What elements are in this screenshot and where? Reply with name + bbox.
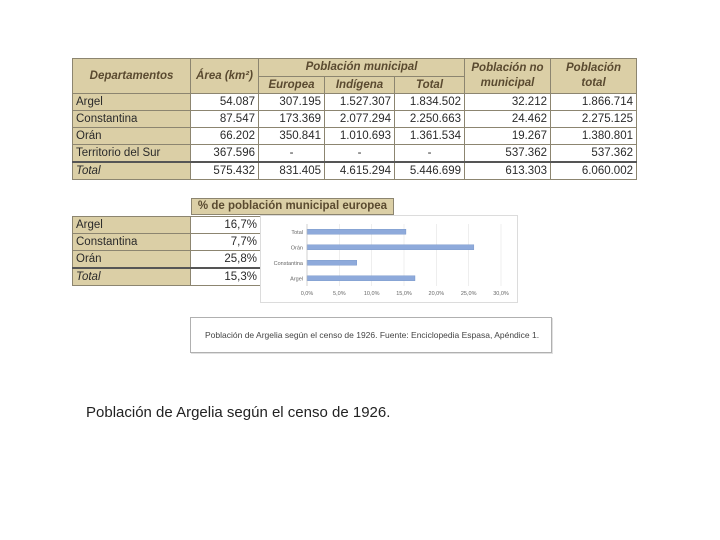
cell-europea: 831.405 <box>259 162 325 180</box>
cell-indigena: 4.615.294 <box>325 162 395 180</box>
table-row <box>73 217 261 234</box>
cell-europea: 350.841 <box>259 128 325 145</box>
chart-x-tick-label: 5,0% <box>333 291 346 297</box>
pct-table-header: % de población municipal europea <box>191 198 394 215</box>
header-europea: Europea <box>259 76 325 94</box>
header-no-municipal: Población no municipal <box>465 59 551 94</box>
chart-bar <box>307 245 474 250</box>
header-poblacion-total: Población total <box>551 59 637 94</box>
cell-total: 5.446.699 <box>395 162 465 180</box>
cell-no-municipal: 32.212 <box>465 94 551 111</box>
row-label: Territorio del Sur <box>73 145 191 163</box>
cell-pob-total: 1.380.801 <box>551 128 637 145</box>
table-row <box>73 94 637 111</box>
row-label: Constantina <box>73 111 191 128</box>
chart-category-label: Total <box>291 229 303 236</box>
table-row <box>73 111 637 128</box>
cell-pct: 15,3% <box>191 268 261 286</box>
pct-table <box>72 216 261 286</box>
census-table <box>72 58 637 180</box>
table-row <box>73 145 637 163</box>
table-row <box>73 251 261 269</box>
cell-europea: 307.195 <box>259 94 325 111</box>
cell-total: - <box>395 145 465 163</box>
chart-x-tick-label: 15,0% <box>396 291 412 297</box>
chart-bar <box>307 276 415 281</box>
row-label: Constantina <box>73 234 191 251</box>
table-row <box>73 128 637 145</box>
cell-europea: 173.369 <box>259 111 325 128</box>
table-total-row <box>73 162 637 180</box>
cell-area: 66.202 <box>191 128 259 145</box>
cell-pct: 16,7% <box>191 217 261 234</box>
chart-x-tick-label: 25,0% <box>460 291 477 297</box>
cell-area: 367.596 <box>191 145 259 163</box>
cell-total: 1.361.534 <box>395 128 465 145</box>
cell-no-municipal: 19.267 <box>465 128 551 145</box>
chart-category-label: Constantina <box>273 260 303 267</box>
header-total: Total <box>395 76 465 94</box>
cell-area: 87.547 <box>191 111 259 128</box>
bar-chart <box>260 215 518 303</box>
cell-no-municipal: 613.303 <box>465 162 551 180</box>
cell-pob-total: 6.060.002 <box>551 162 637 180</box>
header-row-1 <box>73 59 637 77</box>
cell-indigena: - <box>325 145 395 163</box>
cell-pct: 25,8% <box>191 251 261 269</box>
chart-x-tick-label: 20,0% <box>428 291 445 297</box>
cell-indigena: 2.077.294 <box>325 111 395 128</box>
row-label: Orán <box>73 251 191 269</box>
table-total-row <box>73 268 261 286</box>
header-indigena: Indígena <box>325 76 395 94</box>
header-area-label: Área (km²) <box>196 69 253 82</box>
row-label: Orán <box>73 128 191 145</box>
row-label: Total <box>73 268 191 286</box>
chart-x-tick-label: 0,0% <box>300 291 314 297</box>
chart-bar <box>307 229 406 234</box>
bar-chart-svg <box>261 216 517 302</box>
chart-category-label: Argel <box>290 276 303 283</box>
header-area <box>191 59 259 94</box>
cell-indigena: 1.010.693 <box>325 128 395 145</box>
row-label: Argel <box>73 94 191 111</box>
cell-pct: 7,7% <box>191 234 261 251</box>
cell-europea: - <box>259 145 325 163</box>
header-poblacion-municipal: Población municipal <box>259 59 465 77</box>
cell-pob-total: 537.362 <box>551 145 637 163</box>
cell-pob-total: 1.866.714 <box>551 94 637 111</box>
figure-caption-box: Población de Argelia según el censo de 1926. Fuente: Enciclopedia Espasa, Apéndice 1. <box>190 317 552 353</box>
table-row <box>73 234 261 251</box>
cell-total: 2.250.663 <box>395 111 465 128</box>
chart-category-label: Orán <box>290 245 303 252</box>
cell-no-municipal: 537.362 <box>465 145 551 163</box>
cell-no-municipal: 24.462 <box>465 111 551 128</box>
cell-pob-total: 2.275.125 <box>551 111 637 128</box>
cell-area: 54.087 <box>191 94 259 111</box>
cell-area: 575.432 <box>191 162 259 180</box>
row-label: Total <box>73 162 191 180</box>
cell-indigena: 1.527.307 <box>325 94 395 111</box>
chart-x-tick-label: 10,0% <box>363 291 380 297</box>
slide-caption: Población de Argelia según el censo de 1926. <box>86 404 391 421</box>
row-label: Argel <box>73 217 191 234</box>
header-departamentos: Departamentos <box>73 59 191 94</box>
chart-x-tick-label: 30,0% <box>493 291 509 297</box>
chart-bar <box>307 260 357 265</box>
cell-total: 1.834.502 <box>395 94 465 111</box>
